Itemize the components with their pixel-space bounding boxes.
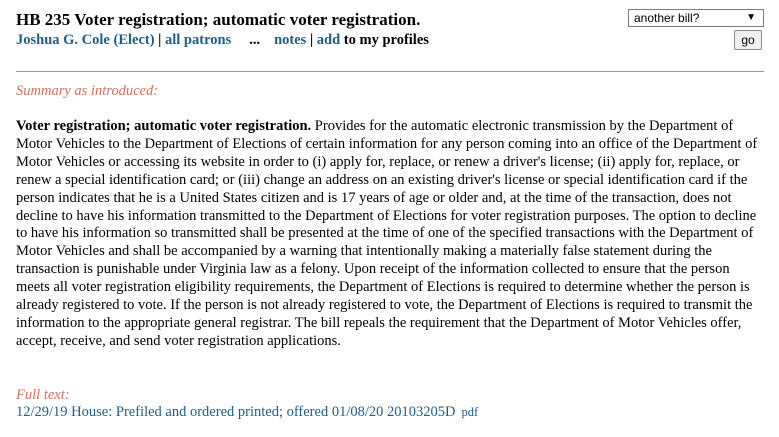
full-text-link[interactable]: 12/29/19 House: Prefiled and ordered printed; offered 01/08/20 20103205D: [16, 404, 456, 420]
notes-separator: |: [309, 32, 314, 48]
full-text-entry: [16, 403, 478, 421]
pdf-link[interactable]: pdf: [461, 405, 479, 419]
summary-lead: Voter registration; automatic voter registration.: [16, 118, 312, 134]
notes-link[interactable]: notes: [274, 32, 307, 48]
another-bill-select-value: another bill?: [634, 11, 700, 25]
summary-heading: Summary as introduced:: [16, 83, 159, 99]
profiles-text: to my profiles: [343, 32, 429, 48]
another-bill-select[interactable]: [628, 9, 764, 27]
go-button[interactable]: go: [734, 30, 762, 50]
summary-text: [16, 118, 766, 351]
chevron-down-icon: ▼: [746, 12, 756, 23]
bill-header: [16, 10, 616, 49]
summary-body: Provides for the automatic electronic transmission by the Department of Motor Vehicles to the Department of Elections of certain information for any person coming into an office of the Department of Motor Vehicles or accessing its website in order to (i) apply for, replace, or renew a driver's license; (ii) apply for, replace, or renew a special identification card; or (iii) change an address on an existing driver's license or special identification card if the person indicates that he is a United States citizen and is 17 years of age or older and, at the time of the transaction, does not decline to have his information transmitted to the Department of Elections for voter registration purposes. The option to decline to have his information so transmitted shall be presented at the time of one of the specified transactions with the Department of Motor Vehicles and shall be accompanied by a warning that intentionally making a materially false statement during the transaction is punishable under Virginia law as a felony. Upon receipt of the information collected to ensure that the person meets all voter registration eligibility requirements, the Department of Elections is required to determine whether the person is already registered to vote. If the person is not already registered to vote, the Department of Elections is required to transmit the information to the appropriate general registrar. The bill repeals the requirement that the Department of Motor Vehicles offer, accept, receive, and send voter registration applications.: [16, 118, 758, 349]
header-divider: [16, 71, 764, 72]
all-patrons-link[interactable]: all patrons: [165, 32, 232, 48]
bill-title: HB 235 Voter registration; automatic voter registration.: [16, 10, 421, 29]
patron-separator: |: [158, 32, 162, 48]
ellipsis: ...: [249, 32, 261, 48]
patron-link[interactable]: Joshua G. Cole (Elect): [16, 32, 155, 48]
patron-line: [16, 31, 616, 49]
full-text-heading: Full text:: [16, 387, 70, 403]
add-link[interactable]: add: [316, 32, 341, 48]
